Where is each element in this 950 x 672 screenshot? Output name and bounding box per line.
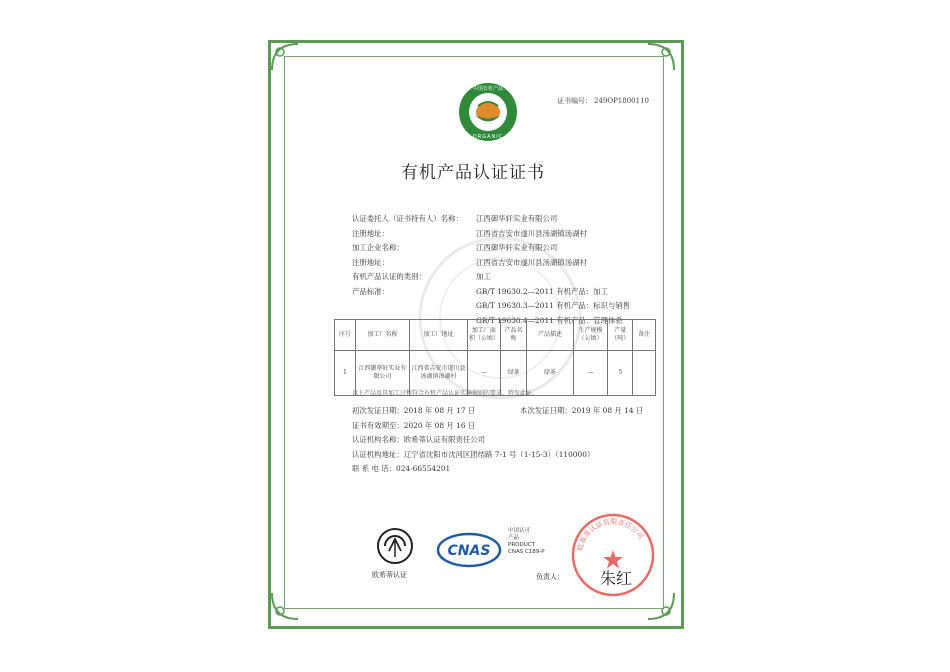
cnas-line: 产品 bbox=[508, 535, 520, 541]
certificate bbox=[268, 40, 680, 625]
compliance-note: 以上产品及其加工过程符合有机产品认证实施规则的要求，特发此证。 bbox=[352, 390, 539, 397]
this-issue-label: 本次发证日期： bbox=[520, 406, 572, 415]
field-label: 有机产品认证的类别： bbox=[352, 272, 426, 281]
cnas-logo-text: CNAS bbox=[447, 543, 491, 559]
certificate-number-label: 证书编号： bbox=[557, 97, 592, 105]
org-address-label: 认证机构地址： bbox=[352, 449, 404, 459]
field-applicant bbox=[352, 212, 558, 227]
table-cell: 绿茶 bbox=[500, 351, 527, 396]
first-issue-date bbox=[352, 404, 644, 419]
field-label: 认证委托人（证书持有人）名称： bbox=[352, 214, 463, 223]
valid-value: 2020 年 08 月 16 日 bbox=[403, 420, 476, 430]
table-header: 加工厂地址 bbox=[409, 320, 467, 351]
corner-ornament-top-left bbox=[270, 42, 300, 72]
org-phone bbox=[352, 462, 450, 477]
field-processor-name bbox=[352, 241, 558, 256]
cnas-line: 中国认可 bbox=[508, 528, 531, 534]
org-address bbox=[352, 448, 594, 463]
field-label: 注册地址： bbox=[352, 228, 389, 238]
certificate-number-value: 249OP1800110 bbox=[594, 97, 649, 105]
seal-ring-text: 欧希蒂认证有限责任公司 bbox=[576, 517, 645, 552]
table-cell: 1 bbox=[335, 351, 356, 396]
first-issue-value: 2018 年 08 月 17 日 bbox=[403, 406, 476, 415]
org-address-value: 辽宁省沈阳市沈河区团结路 7-1 号（1-15-3）（110000） bbox=[403, 449, 595, 459]
oe-certification-label: 欧希蒂认证 bbox=[372, 571, 407, 579]
table-cell: — bbox=[468, 351, 501, 396]
this-issue-value: 2019 年 08 月 14 日 bbox=[571, 406, 644, 415]
cnas-line: PRODUCT bbox=[508, 542, 535, 548]
corner-ornament-bottom-left bbox=[270, 591, 300, 621]
field-label: 产品标准： bbox=[352, 286, 389, 296]
table-header: 产量（吨） bbox=[608, 320, 633, 351]
table-cell bbox=[633, 351, 656, 396]
field-value: 江西省吉安市遂川县汤湖镇汤湖村 bbox=[476, 228, 587, 238]
table-cell: 绿茶 bbox=[527, 351, 573, 396]
table-header-row bbox=[335, 320, 656, 351]
org-name bbox=[352, 433, 485, 448]
table-cell: — bbox=[573, 351, 608, 396]
china-organic-logo bbox=[458, 82, 518, 142]
signature: 朱红 bbox=[599, 569, 633, 588]
field-category bbox=[352, 270, 491, 285]
field-value: 江西御华轩实业有限公司 bbox=[476, 214, 558, 223]
field-value: 加工 bbox=[476, 272, 491, 281]
table-header: 序号 bbox=[335, 320, 356, 351]
corner-ornament-top-right bbox=[646, 42, 676, 72]
field-value: 江西省吉安市遂川县汤湖镇汤湖村 bbox=[476, 257, 587, 267]
field-label: 注册地址： bbox=[352, 257, 389, 267]
field-value: GB/T 19630.4—2011 有机产品：管理体系 bbox=[476, 315, 623, 325]
table-cell: 江西省吉安市遂川县汤湖镇汤湖村 bbox=[409, 351, 467, 396]
field-value: GB/T 19630.3—2011 有机产品：标识与销售 bbox=[476, 301, 631, 310]
field-label: 加工企业名称： bbox=[352, 243, 404, 252]
field-processor-address bbox=[352, 256, 587, 271]
org-phone-value: 024-66554201 bbox=[396, 464, 451, 473]
field-value: GB/T 19630.2—2011 有机产品：加工 bbox=[476, 286, 608, 296]
valid-label: 证书有效期至： bbox=[352, 420, 404, 430]
org-name-label: 认证机构名称： bbox=[352, 435, 404, 444]
org-phone-label: 联 系 电 话： bbox=[352, 464, 397, 473]
field-registered-address bbox=[352, 227, 587, 242]
this-issue-date bbox=[520, 404, 643, 419]
oe-certification-logo bbox=[376, 527, 414, 565]
valid-until-date bbox=[352, 419, 475, 434]
table-header: 加工厂面积（公顷） bbox=[468, 320, 501, 351]
first-issue-label: 初次发证日期： bbox=[352, 406, 404, 415]
table-header: 产品名称 bbox=[500, 320, 527, 351]
certificate-number bbox=[555, 96, 649, 106]
org-name-value: 欧希蒂认证有限责任公司 bbox=[403, 435, 486, 444]
certificate-title: 有机产品认证证书 bbox=[401, 163, 545, 183]
cnas-line: CNAS C189-P bbox=[508, 549, 545, 555]
red-official-seal bbox=[568, 510, 658, 600]
field-standard bbox=[352, 285, 608, 300]
field-value: 江西御华轩实业有限公司 bbox=[476, 243, 558, 252]
responsible-person-label: 负责人： bbox=[536, 573, 564, 581]
logo-ring-text: 中国有机产品 bbox=[472, 86, 504, 92]
table-header: 生产规模（公顷） bbox=[573, 320, 608, 351]
cnas-logo bbox=[436, 530, 502, 570]
product-table bbox=[334, 319, 656, 396]
table-header: 加工厂名称 bbox=[355, 320, 409, 351]
logo-ring-text-en: ORGANIC bbox=[472, 134, 504, 140]
table-header: 产品描述 bbox=[527, 320, 573, 351]
cnas-accreditation-text bbox=[508, 528, 545, 556]
table-cell: 江西御华轩实业有限公司 bbox=[355, 351, 409, 396]
table-header: 备注 bbox=[633, 320, 656, 351]
table-cell: 5 bbox=[608, 351, 633, 396]
